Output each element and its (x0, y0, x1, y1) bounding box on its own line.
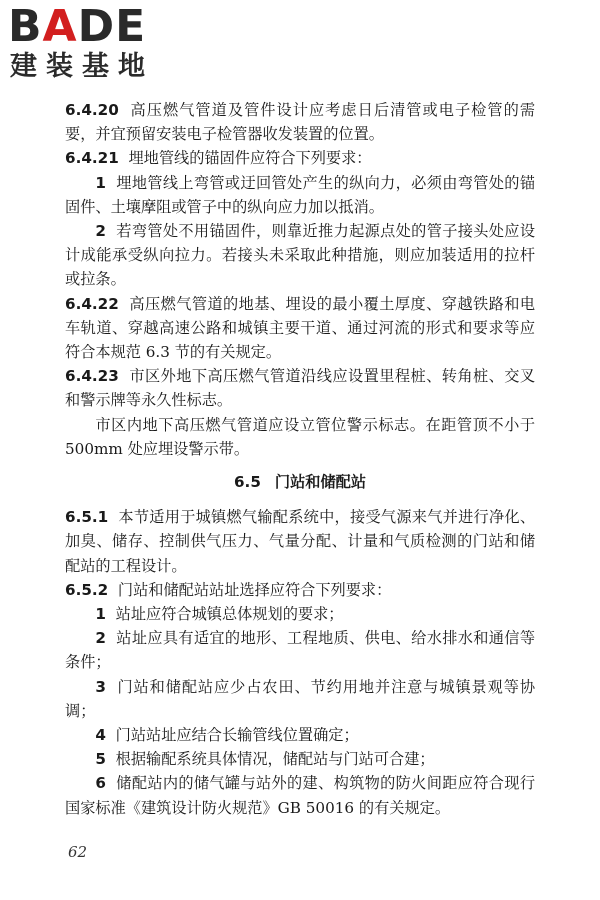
clause-6-4-23: 6.4.23 市区外地下高压燃气管道沿线应设置里程桩、转角桩、交叉和警示牌等永久性标志。 (65, 367, 536, 410)
clause-6-4-22: 6.4.22 高压燃气管道的地基、埋设的最小覆土厚度、穿越铁路和电车轨道、穿越高速公路和城镇主要干道、通过河流的形式和要求等应符合本规范 6.3 节的有关规定。 (65, 294, 536, 362)
clause-6-5-2-item-4: 4 门站站址应结合长输管线位置确定； (95, 726, 359, 745)
bade-logo (8, 1, 154, 84)
clause-6-4-20: 6.4.20 高压燃气管道及管件设计应考虑日后清管或电子检管的需要，并宜预留安装电子检管器收发装置的位置。 (65, 101, 536, 144)
section-heading: 6.5 门站和储配站 (233, 473, 367, 492)
clause-6-5-2-item-3: 3 门站和储配站应少占农田、节约用地并注意与城镇景观等协调； (65, 677, 536, 720)
clause-6-5-1: 6.5.1 本节适用于城镇燃气输配系统中，接受气源来气并进行净化、加臭、储存、控制供气压力、气量分配、计量和气质检测的门站和储配站的工程设计。 (65, 508, 536, 575)
clause-6-5-2-item-6: 6 储配站内的储气罐与站外的建、构筑物的防火间距应符合现行国家标准《建筑设计防火规范》GB 50016 的有关规定。 (65, 774, 536, 817)
clause-6-4-23-continuation: 市区内地下高压燃气管道应设立管位警示标志。在距管顶不小于 500mm 处应埋设警示带。 (65, 415, 535, 458)
page-number: 62 (68, 843, 88, 861)
logo-chinese-name: 建装基地 (10, 51, 154, 82)
clause-6-5-2-item-5: 5 根据输配系统具体情况，储配站与门站可合建； (95, 750, 435, 769)
clause-6-5-2-item-1: 1 站址应符合城镇总体规划的要求； (95, 605, 344, 624)
clause-6-4-21-item-2: 2 若弯管处不用锚固件，则靠近推力起源点处的管子接头处应设计成能承受纵向拉力。若接头未采取此种措施，则应加装适用的拉杆或拉条。 (65, 222, 536, 289)
clause-6-4-21-item-1: 1 埋地管线上弯管或迂回管处产生的纵向力，必须由弯管处的锚固件、土壤摩阻或管子中的纵向应力加以抵消。 (65, 173, 536, 216)
logo-wordmark: BADE (8, 1, 147, 52)
clause-6-5-2-item-2: 2 站址应具有适宜的地形、工程地质、供电、给水排水和通信等条件； (65, 629, 536, 672)
clause-6-4-21: 6.4.21 埋地管线的锚固件应符合下列要求： (65, 149, 372, 168)
document-body (65, 98, 535, 820)
clause-6-5-2: 6.5.2 门站和储配站站址选择应符合下列要求： (65, 580, 392, 599)
